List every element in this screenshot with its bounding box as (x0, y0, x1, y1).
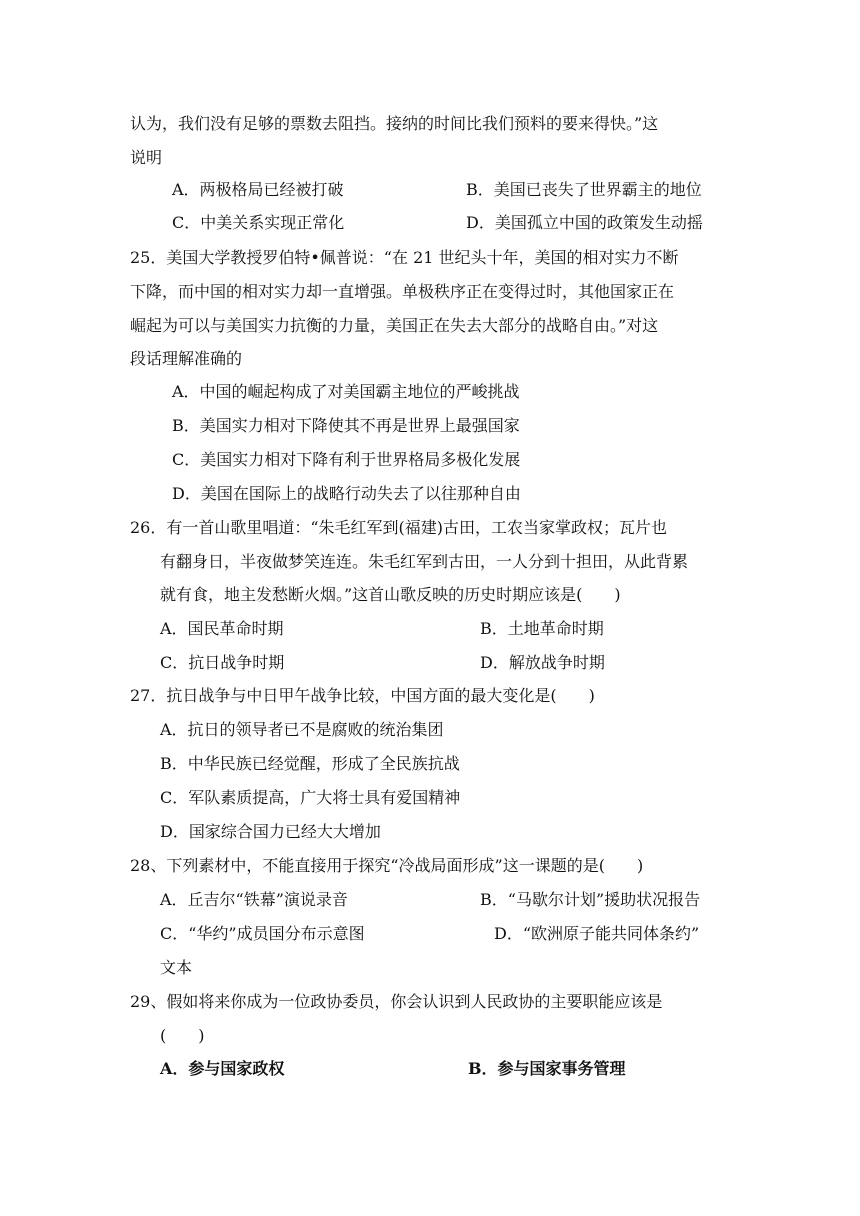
q28-option-d-continued: 文本 (160, 958, 193, 977)
q25-stem-line-3: 崛起为可以与美国实力抗衡的力量，美国正在失去大部分的战略自由。”对这 (130, 316, 659, 335)
q26-option-a: A．国民革命时期 (160, 619, 284, 638)
q25-option-d: D．美国在国际上的战略行动失去了以往那种自由 (172, 484, 521, 503)
q24-option-b: B．美国已丧失了世界霸主的地位 (466, 180, 702, 199)
q24-stem-line-1: 认为，我们没有足够的票数去阻挡。接纳的时间比我们预料的要来得快。”这 (130, 114, 659, 133)
q25-stem-line-4: 段话理解准确的 (130, 349, 243, 368)
q26-stem-line-1: 26．有一首山歌里唱道：“朱毛红军到(福建)古田，工农当家掌政权；瓦片也 (130, 518, 668, 537)
q26-option-c: C．抗日战争时期 (160, 653, 285, 672)
q28-option-a: A．丘吉尔“铁幕”演说录音 (160, 890, 348, 909)
q27-stem-line-1: 27．抗日战争与中日甲午战争比较，中国方面的最大变化是( ) (130, 686, 595, 705)
q24-option-d: D．美国孤立中国的政策发生动摇 (466, 213, 703, 232)
q28-stem-line-1: 28、下列素材中，不能直接用于探究“冷战局面形成”这一课题的是( ) (130, 856, 644, 875)
q27-option-d: D．国家综合国力已经大大增加 (160, 822, 381, 841)
q29-option-a: A．参与国家政权 (160, 1059, 285, 1078)
q24-option-c: C．中美关系实现正常化 (172, 213, 345, 232)
q26-option-b: B．土地革命时期 (480, 619, 604, 638)
q26-stem-line-2: 有翻身日，半夜做梦笑连连。朱毛红军到古田，一人分到十担田，从此背累 (160, 552, 689, 571)
q25-option-c: C．美国实力相对下降有利于世界格局多极化发展 (172, 450, 521, 469)
q25-stem-line-2: 下降，而中国的相对实力却一直增强。单极秩序正在变得过时，其他国家正在 (130, 282, 675, 301)
q28-option-b: B．“马歇尔计划”援助状况报告 (480, 890, 701, 909)
q25-option-b: B．美国实力相对下降使其不再是世界上最强国家 (172, 416, 520, 435)
q27-option-b: B．中华民族已经觉醒，形成了全民族抗战 (160, 754, 460, 773)
q24-stem-line-2: 说明 (130, 148, 163, 167)
q29-stem-line-2: ( ) (160, 1026, 205, 1045)
q28-option-d: D．“欧洲原子能共同体条约” (494, 924, 700, 943)
q26-option-d: D．解放战争时期 (480, 653, 605, 672)
q27-option-a: A．抗日的领导者已不是腐败的统治集团 (160, 720, 444, 739)
q29-stem-line-1: 29、假如将来你成为一位政协委员，你会认识到人民政协的主要职能应该是 (130, 992, 663, 1011)
q26-stem-line-3: 就有食，地主发愁断火烟。”这首山歌反映的历史时期应该是( ) (160, 585, 621, 604)
q25-option-a: A．中国的崛起构成了对美国霸主地位的严峻挑战 (172, 382, 520, 401)
q28-option-c: C．“华约”成员国分布示意图 (160, 924, 365, 943)
q25-stem-line-1: 25．美国大学教授罗伯特•佩普说：“在 21 世纪头十年，美国的相对实力不断 (130, 248, 679, 267)
q27-option-c: C．军队素质提高，广大将士具有爱国精神 (160, 788, 461, 807)
q29-option-b: B．参与国家事务管理 (468, 1059, 626, 1078)
q24-option-a: A．两极格局已经被打破 (172, 180, 344, 199)
